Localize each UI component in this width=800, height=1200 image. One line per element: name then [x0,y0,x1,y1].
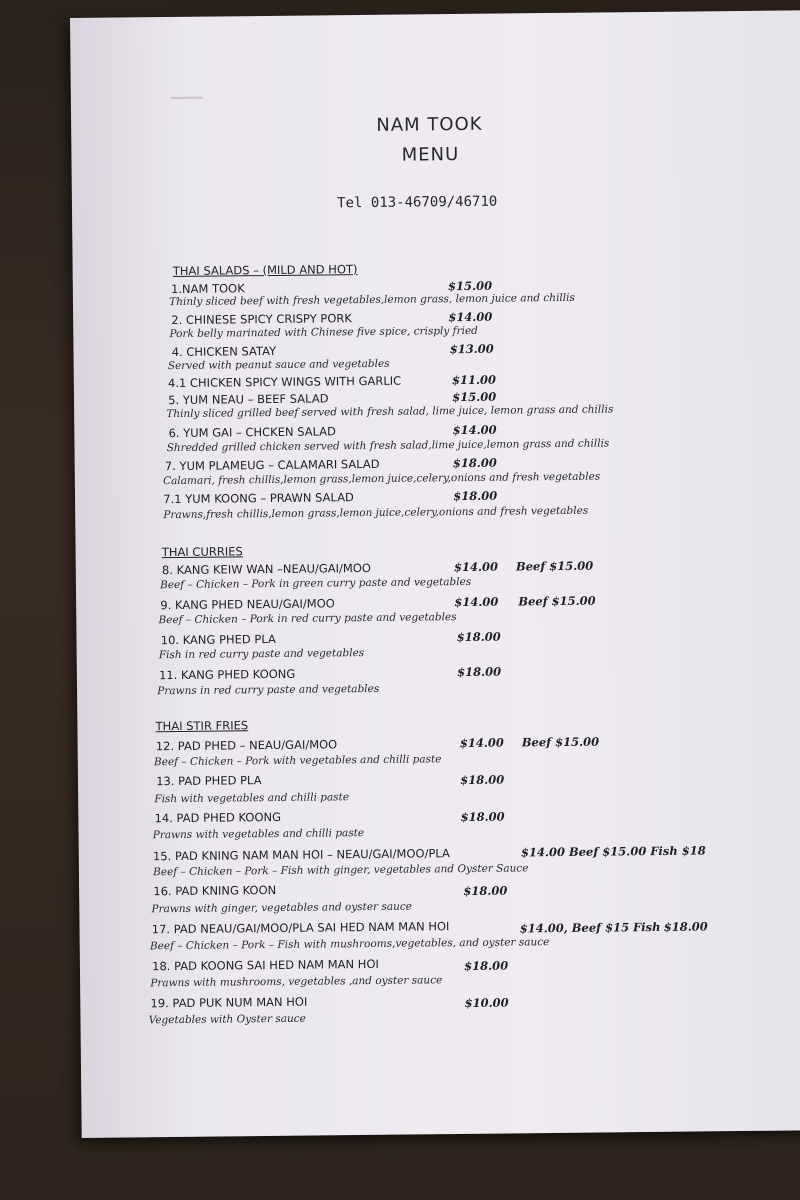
menu-item-price: $14.00 [452,422,497,438]
menu-item-price: $18.00 [452,455,497,471]
section-heading-stir-fries: THAI STIR FRIES [155,718,249,734]
menu-item-name: 8. KANG KEIW WAN –NEAU/GAI/MOO [161,560,371,578]
menu-item-price: $18.00 [456,664,502,680]
menu-item-price: $18.00 [464,958,509,974]
menu-item-price: $10.00 [464,995,509,1011]
menu-item-desc: Pork belly marinated with Chinese five spice, crisply fried [169,324,478,341]
menu-item-name: 11. KANG PHED KOONG [159,666,296,683]
menu-item-desc: Prawns with ginger, vegetables and oyster sauce [151,900,412,916]
menu-item-price: $18.00 [453,488,498,504]
menu-item-desc: Thinly sliced grilled beef served with fresh salad, lime juice, lemon grass and chillis [166,403,614,421]
menu-item-name: 16. PAD KNING KOON [153,882,277,899]
menu-item-name: 7.1 YUM KOONG – PRAWN SALAD [163,490,354,507]
menu-item-price: $14.00 [448,309,493,325]
menu-item-price: $11.00 [451,372,497,388]
menu-item-name: 17. PAD NEAU/GAI/MOO/PLA SAI HED NAM MAN HOI [151,919,450,937]
menu-item-desc: Served with peanut sauce and vegetables [167,357,390,373]
menu-item-price: $14.00 [454,594,499,610]
menu-item-desc: Prawns,fresh chillis,lemon grass,lemon juice,celery,onions and fresh vegetables [163,504,589,522]
menu-item-extra-price: Beef $15.00 [518,593,596,609]
section-heading-salads: THAI SALADS – (MILD AND HOT) [172,262,358,279]
menu-item-price: $18.00 [460,809,505,825]
menu-item-extra-price: Beef $15.00 [515,558,594,574]
menu-item-extra-price: Beef $15.00 [521,734,600,750]
menu-item-price: $14.00, Beef $15 Fish [519,919,661,936]
menu-item-extra-price: $18.00 [663,919,708,934]
menu-item-name: 19. PAD PUK NUM MAN HOI [150,994,308,1011]
menu-item-name: 4.1 CHICKEN SPICY WINGS WITH GARLIC [167,373,402,391]
menu-item-name: 4. CHICKEN SATAY [171,343,277,360]
menu-item-desc: Beef – Chicken – Pork with vegetables and chilli paste [153,753,442,769]
menu-item-desc: Beef – Chicken – Pork – Fish with mushrooms,vegetables, and oyster sauce [149,936,550,953]
menu-item-desc: Prawns with mushrooms, vegetables ,and oyster sauce [150,974,443,990]
menu-item-price: $14.00 Beef $15.00 Fish $18 [520,843,706,860]
paper-mark [171,97,203,99]
menu-item-price: $14.00 [453,559,499,575]
menu-item-name: 7. YUM PLAMEUG – CALAMARI SALAD [164,456,380,474]
menu-item-price: $18.00 [456,629,501,645]
menu-item-price: $14.00 [459,735,504,751]
menu-item-desc: Calamari, fresh chillis,lemon grass,lemon juice,celery,onions and fresh vegetables [162,470,601,488]
restaurant-name: NAM TOOK [376,113,483,136]
menu-item-name: 14. PAD PHED KOONG [154,809,282,826]
menu-item-desc: Beef – Chicken – Pork in red curry paste and vegetables [158,611,457,627]
menu-item-name: 10. KANG PHED PLA [160,631,276,648]
section-heading-curries: THAI CURRIES [161,544,243,560]
menu-item-desc: Fish with vegetables and chilli paste [154,791,350,806]
menu-item-price: $15.00 [447,278,493,294]
menu-item-name: 1.NAM TOOK [170,281,245,297]
telephone: Tel 013-46709/46710 [337,193,498,212]
menu-item-desc: Prawns in red curry paste and vegetables [157,682,380,698]
menu-item-desc: Vegetables with Oyster sauce [148,1012,306,1027]
menu-item-desc: Beef – Chicken – Pork – Fish with ginger, vegetables and Oyster Sauce [153,862,529,879]
menu-item-name: 15. PAD KNING NAM MAN HOI – NEAU/GAI/MOO/PLA [152,846,450,864]
menu-item-desc: Prawns with vegetables and chilli paste [152,827,365,842]
menu-item-name: 2. CHINESE SPICY CRISPY PORK [171,311,352,328]
menu-item-price: $18.00 [463,883,508,899]
menu-item-name: 9. KANG PHED NEAU/GAI/MOO [160,596,335,613]
menu-item-name: 18. PAD KOONG SAI HED NAM MAN HOI [152,956,379,974]
menu-item-desc: Thinly sliced beef with fresh vegetables,lemon grass, lemon juice and chillis [169,291,575,309]
menu-item-desc: Beef – Chicken – Pork in green curry paste and vegetables [160,575,472,592]
menu-item-name: 5. YUM NEAU – BEEF SALAD [168,391,329,408]
menu-item-desc: Fish in red curry paste and vegetables [158,647,365,662]
menu-item-name: 13. PAD PHED PLA [156,773,262,789]
menu-item-name: 12. PAD PHED – NEAU/GAI/MOO [155,737,338,754]
menu-item-price: $15.00 [452,389,497,405]
menu-item-price: $13.00 [449,341,494,357]
menu-item-price: $18.00 [460,772,505,788]
menu-heading: MENU [401,144,460,166]
menu-item-name: 6. YUM GAI – CHCKEN SALAD [168,424,337,441]
menu-item-desc: Shredded grilled chicken served with fresh salad,lime juice,lemon grass and chillis [166,437,610,455]
